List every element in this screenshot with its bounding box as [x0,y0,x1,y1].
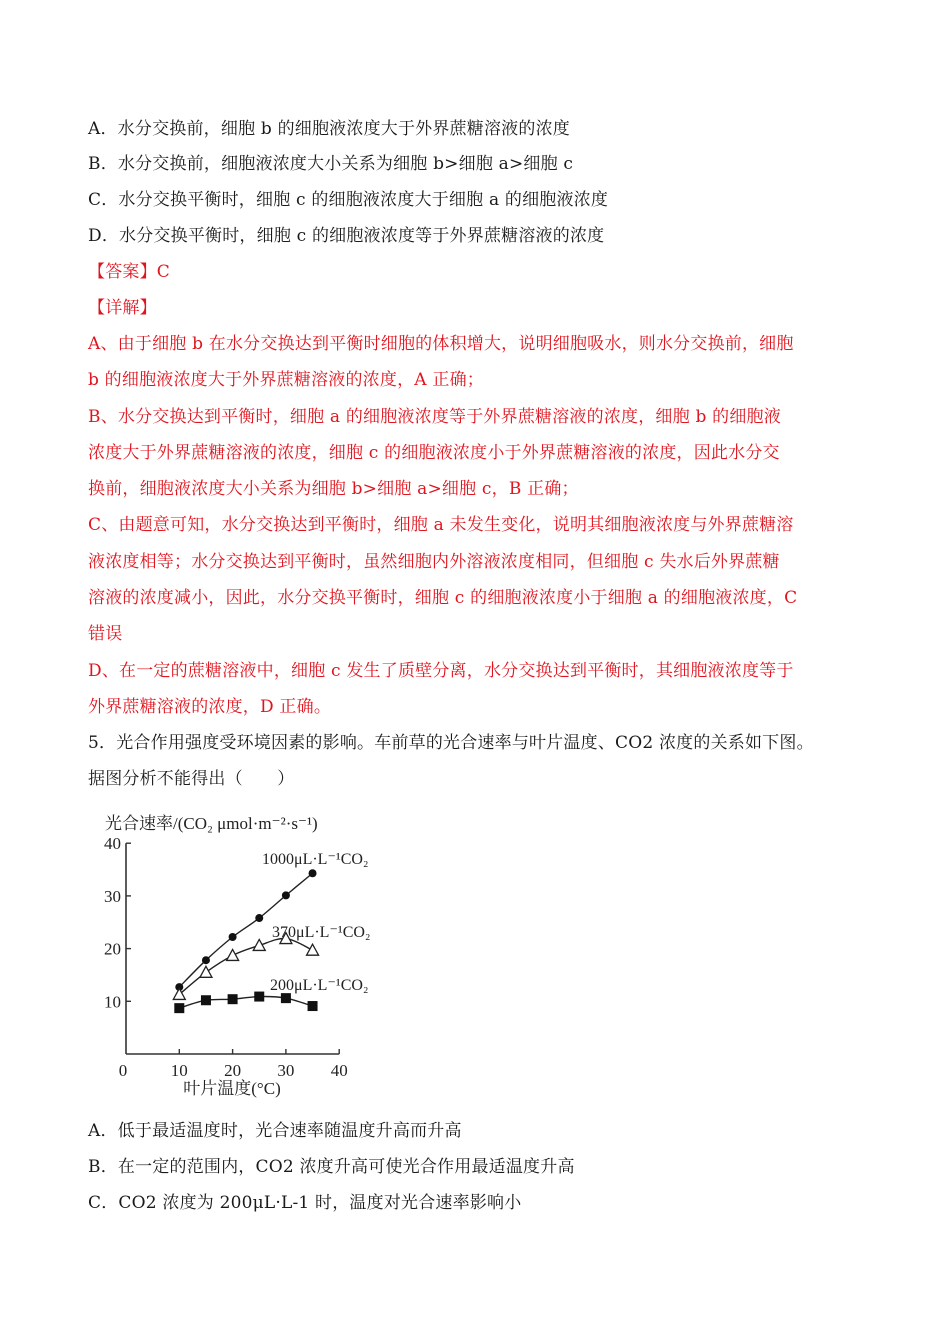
option-d: D．水分交换平衡时，细胞 c 的细胞液浓度等于外界蔗糖溶液的浓度 [88,226,605,246]
series-label-1000: 1000μL·L⁻¹CO₂ [262,851,369,868]
svg-text:10: 10 [170,1061,188,1080]
explanation-line: 外界蔗糖溶液的浓度，D 正确。 [88,697,332,717]
svg-text:10: 10 [104,992,121,1012]
photosynthesis-chart [90,800,410,1100]
x-axis-label: 叶片温度(°C) [183,1079,281,1098]
explanation-line: 溶液的浓度减小，因此，水分交换平衡时，细胞 c 的细胞液浓度小于细胞 a 的细胞液浓度，C [88,588,798,608]
explanation-line: A、由于细胞 b 在水分交换达到平衡时细胞的体积增大，说明细胞吸水，则水分交换前，细胞 [88,334,794,354]
explanation-line: 浓度大于外界蔗糖溶液的浓度，细胞 c 的细胞液浓度小于外界蔗糖溶液的浓度，因此水分交 [88,443,780,463]
explanation-heading: 【详解】 [88,298,157,318]
svg-text:30: 30 [277,1061,295,1080]
svg-text:20: 20 [224,1061,242,1080]
explanation-line: 液浓度相等；水分交换达到平衡时，虽然细胞内外溶液浓度相同，但细胞 c 失水后外界蔗糖 [88,552,780,572]
q5-option-b: B．在一定的范围内，CO2 浓度升高可使光合作用最适温度升高 [88,1157,575,1177]
option-a: A．水分交换前，细胞 b 的细胞液浓度大于外界蔗糖溶液的浓度 [88,119,570,139]
question-stem: 据图分析不能得出（ ） [88,769,295,789]
explanation-line: C、由题意可知，水分交换达到平衡时，细胞 a 未发生变化，说明其细胞液浓度与外界蔗糖溶 [88,515,794,535]
option-b: B．水分交换前，细胞液浓度大小关系为细胞 b>细胞 a>细胞 c [88,154,574,174]
explanation-line: 错误 [88,624,123,644]
explanation-line: B、水分交换达到平衡时，细胞 a 的细胞液浓度等于外界蔗糖溶液的浓度，细胞 b 的细胞液 [88,407,781,427]
svg-text:40: 40 [330,1061,348,1080]
q5-option-a: A．低于最适温度时，光合速率随温度升高而升高 [88,1121,462,1141]
svg-text:40: 40 [104,834,121,854]
y-axis-label: 光合速率/(CO₂ μmol·m⁻²·s⁻¹) [105,814,318,833]
explanation-line: b 的细胞液浓度大于外界蔗糖溶液的浓度，A 正确； [88,370,484,390]
question-stem: 5．光合作用强度受环境因素的影响。车前草的光合速率与叶片温度、CO2 浓度的关系如下图。 [88,733,814,753]
series-label-370: 370μL·L⁻¹CO₂ [272,924,371,941]
q5-option-c: C．CO2 浓度为 200μL·L-1 时，温度对光合速率影响小 [88,1193,522,1213]
svg-text:0: 0 [118,1061,128,1080]
svg-text:20: 20 [104,939,121,959]
explanation-line: 换前，细胞液浓度大小关系为细胞 b>细胞 a>细胞 c，B 正确； [88,479,579,499]
answer-label: 【答案】C [88,262,171,282]
series-label-200: 200μL·L⁻¹CO₂ [270,977,369,994]
explanation-line: D、在一定的蔗糖溶液中，细胞 c 发生了质壁分离，水分交换达到平衡时，其细胞液浓度等于 [88,661,794,681]
svg-text:30: 30 [104,886,121,906]
option-c: C．水分交换平衡时，细胞 c 的细胞液浓度大于细胞 a 的细胞液浓度 [88,190,609,210]
